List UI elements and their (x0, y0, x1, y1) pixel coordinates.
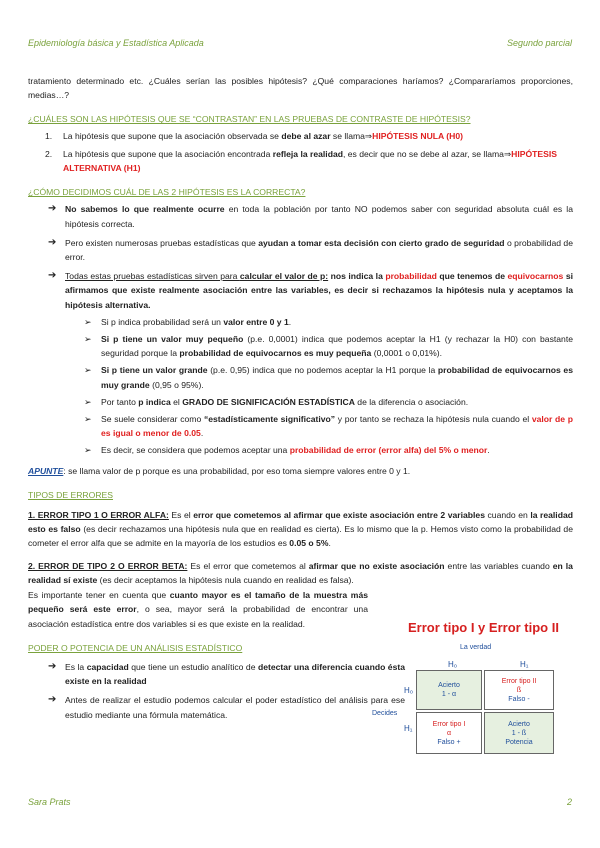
error-tipo-1-paragraph: 1. ERROR TIPO 1 O ERROR ALFA: Es el error que cometemos al afirmar que existe asociación entre 2 variables cuando en la realidad esto es falso (es decir rechazamos una hipótesis nula que en realidad es cierta). Es lo mismo que la p. Hemos visto como la probabilidad de cometer el error alfa que se admite en la mayoría de los estudios es 0.05 o 5%. (28, 510, 573, 549)
arrow-item: ➔ Todas estas pruebas estadísticas sirven para calcular el valor de p: nos indica la probabilidad que tenemos de equivocarnos si afirmamos que existe realmente asociación entre las variables, es decir si rechazamos la hipótesis nula y aceptamos la hipótesis alternativa. (48, 270, 573, 310)
arrow-item: ➔ Pero existen numerosas pruebas estadísticas que ayudan a tomar esta decisión con cierto grado de seguridad o probabilidad de error. (48, 236, 573, 263)
hypothesis-list (28, 129, 573, 176)
diagram-cell-error-tipo-2: Error tipo II ß Falso - (484, 670, 554, 710)
footer-author: Sara Prats (28, 797, 71, 807)
diagram-cell-error-tipo-1: Error tipo I α Falso + (416, 712, 482, 754)
page-footer (28, 797, 572, 807)
triangle-bullet-icon: ➢ (84, 396, 92, 407)
error-types-diagram (370, 618, 580, 778)
apunte-note: APUNTE: se llama valor de p porque es una probabilidad, por eso toma siempre valores entre 0 y 1. (28, 465, 411, 476)
section-title-decision: ¿CÓMO DECIDIMOS CUÁL DE LAS 2 HIPÓTESIS ES LA CORRECTA? (28, 187, 306, 198)
triangle-bullet-icon: ➢ (84, 334, 92, 345)
arrow-icon: ➔ (48, 694, 57, 706)
triangle-bullet-icon: ➢ (84, 316, 92, 327)
diagram-truth-label: La verdad (460, 644, 492, 651)
arrow-icon: ➔ (48, 203, 57, 215)
section-title-hipotesis: ¿CUÁLES SON LAS HIPÓTESIS QUE SE “CONTRASTAN” EN LAS PRUEBAS DE CONTRASTE DE HIPÓTESIS? (28, 114, 471, 125)
arrow-icon: ➔ (48, 236, 57, 248)
arrow-item: ➔ Antes de realizar el estudio podemos calcular el poder estadístico del análisis para ese estudio mediante una fórmula matemática. (48, 694, 405, 720)
section-title-errores: TIPOS DE ERRORES (28, 489, 113, 500)
error-tipo-2-paragraph: 2. ERROR DE TIPO 2 O ERROR BETA: Es el error que cometemos al afirmar que no existe asociación entre las variables cuando en la realidad sí existe (es decir aceptamos la hipótesis nula cuando en realidad es falsa). (28, 560, 573, 585)
triangle-bullet-icon: ➢ (84, 414, 92, 425)
sub-item: ➢ Si p tiene un valor muy pequeño (p.e. 0,0001) indica que podemos aceptar la H1 (y rechazar la H0) con bastante seguridad porque la probabilidad de equivocarnos es muy pequeña (0,0001 o 0,01%). (84, 334, 573, 359)
sub-item: ➢ Por tanto p indica el GRADO DE SIGNIFICACIÓN ESTADÍSTICA de la diferencia o asociación. (28, 395, 573, 409)
diagram-decides-label: Decides (372, 710, 398, 717)
header-right: Segundo parcial (506, 38, 572, 48)
sub-item: ➢ Si p indica probabilidad será un valor entre 0 y 1. (28, 315, 573, 329)
intro-paragraph: tratamiento determinado etc. ¿Cuáles serían las posibles hipótesis? ¿Qué comparaciones haríamos? ¿Compararíamos proporciones, medias…? (28, 76, 573, 101)
section-title-poder: PODER O POTENCIA DE UN ANÁLISIS ESTADÍSTICO (28, 642, 243, 653)
diagram-title: Error tipo I y Error tipo II (408, 620, 559, 635)
diagram-cell-acierto-alfa: Acierto 1 - α (416, 670, 482, 710)
diagram-row-h1: H₁ (404, 724, 413, 733)
triangle-bullet-icon: ➢ (84, 365, 92, 376)
triangle-bullet-icon: ➢ (84, 445, 92, 456)
sub-item: ➢ Si p tiene un valor grande (p.e. 0,95) indica que no podemos aceptar la H1 porque la probabilidad de equivocarnos es muy grande (0,95 o 95%). (84, 365, 573, 390)
list-item: 1. La hipótesis que supone que la asociación observada se debe al azar se llama⇒HIPÓTESIS NULA (H0) (45, 130, 464, 141)
arrow-icon: ➔ (48, 270, 57, 282)
sub-item: ➢ Es decir, se considera que podemos aceptar una probabilidad de error (error alfa) del 5% o menor. (28, 443, 573, 457)
diagram-cell-acierto-potencia: Acierto 1 - ß Potencia (484, 712, 554, 754)
arrow-item: ➔ No sabemos lo que realmente ocurre en toda la población por tanto NO podemos saber con seguridad absoluta cuál es la hipótesis correcta. (48, 203, 573, 229)
list-item: 2. La hipótesis que supone que la asociación encontrada refleja la realidad, es decir que no se debe al azar, se llama⇒HIPÓTESIS ALTERNATIVA (H1) (45, 148, 558, 174)
sample-size-paragraph: Es importante tener en cuenta que cuanto mayor es el tamaño de la muestra más pequeño será este error, o sea, mayor será la probabilidad de encontrar una asociación estadística entre dos variables si es que existe en la realidad. (28, 590, 368, 629)
diagram-row-h0: H₀ (404, 686, 414, 695)
diagram-col-h1: H₁ (520, 660, 529, 669)
page-number: 2 (566, 797, 572, 807)
arrow-item: ➔ Es la capacidad que tiene un estudio analítico de detectar una diferencia cuando ésta existe en la realidad (48, 660, 406, 687)
arrow-icon: ➔ (48, 660, 57, 672)
sub-item: ➢ Se suele considerar como “estadísticamente significativo” y por tanto se rechaza la hipótesis nula cuando el valor de p es igual o menor de 0.05. (84, 414, 574, 439)
header-left: Epidemiología básica y Estadística Aplicada (28, 38, 204, 48)
diagram-col-h0: H₀ (448, 660, 458, 669)
page-header (28, 38, 572, 48)
